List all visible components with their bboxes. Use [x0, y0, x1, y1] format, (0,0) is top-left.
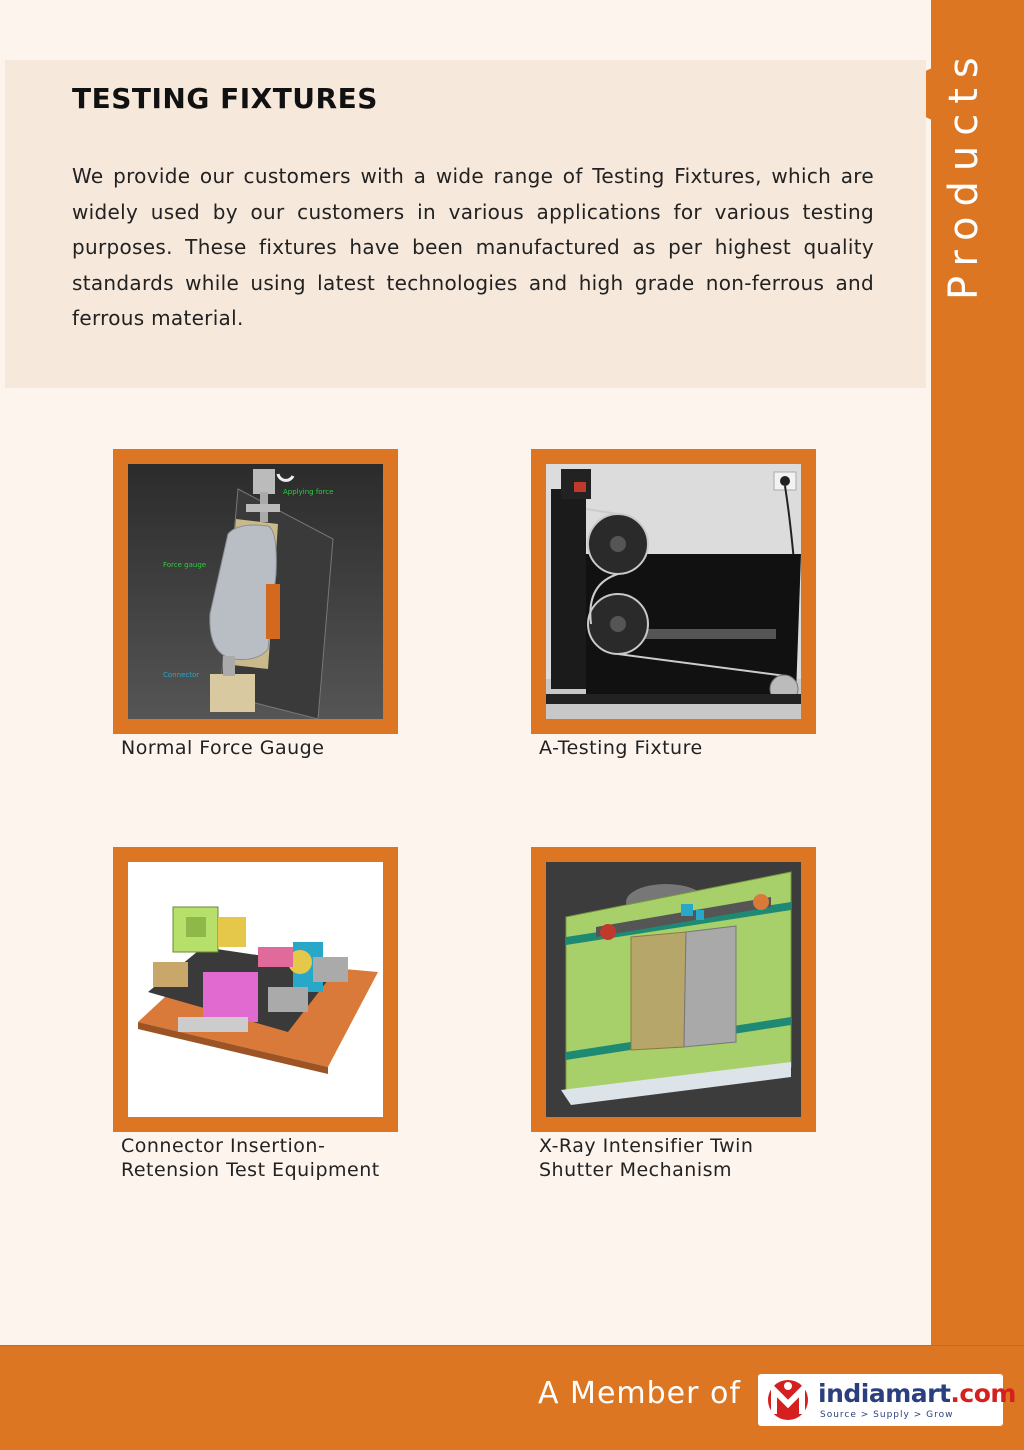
product-image-frame — [531, 449, 816, 734]
img-label-force-gauge: Force gauge — [163, 561, 207, 569]
img-label-applying-force: Applying force — [283, 488, 334, 496]
product-card — [531, 449, 821, 760]
caption-line: Connector Insertion- — [121, 1135, 326, 1157]
member-text: A Member of — [538, 1376, 741, 1411]
logo-wordmark — [818, 1379, 1016, 1408]
normal-force-gauge-image — [128, 464, 383, 719]
connector-insertion-image — [128, 862, 383, 1117]
product-caption — [113, 736, 403, 760]
caption-line: X-Ray Intensifier Twin — [539, 1135, 754, 1157]
caption-line: Retension Test Equipment — [121, 1159, 380, 1181]
product-card — [113, 449, 403, 760]
logo-dot-com: .com — [950, 1379, 1016, 1408]
product-caption — [113, 1134, 403, 1182]
caption-line: A-Testing Fixture — [539, 737, 703, 759]
indiamart-logo[interactable] — [758, 1374, 1016, 1426]
product-caption — [531, 1134, 821, 1182]
intro-text: We provide our customers with a wide range of Testing Fixtures, which are widely used by our customers in various applications for various testing purposes. These fixtures have been manufactured as per highest quality standards while using latest technologies and high grade non-ferrous and ferrous material. — [72, 164, 874, 331]
caption-line: Shutter Mechanism — [539, 1159, 733, 1181]
intro-panel — [5, 60, 926, 388]
footer — [0, 1345, 1024, 1450]
product-card — [531, 847, 821, 1182]
product-image-frame — [531, 847, 816, 1132]
logo-name: indiamart — [818, 1379, 951, 1408]
product-image-frame — [113, 847, 398, 1132]
a-testing-fixture-image — [546, 464, 801, 719]
img-label-connector: Connector — [163, 671, 200, 679]
logo-tagline: Source > Supply > Grow — [820, 1410, 954, 1420]
product-caption — [531, 736, 821, 760]
indiamart-m-icon — [764, 1378, 812, 1422]
product-card — [113, 847, 403, 1182]
caption-line: Normal Force Gauge — [121, 737, 325, 759]
product-image-frame — [113, 449, 398, 734]
section-title-vertical — [944, 230, 984, 300]
x-ray-shutter-image — [546, 862, 801, 1117]
page-title: TESTING FIXTURES — [72, 82, 378, 115]
